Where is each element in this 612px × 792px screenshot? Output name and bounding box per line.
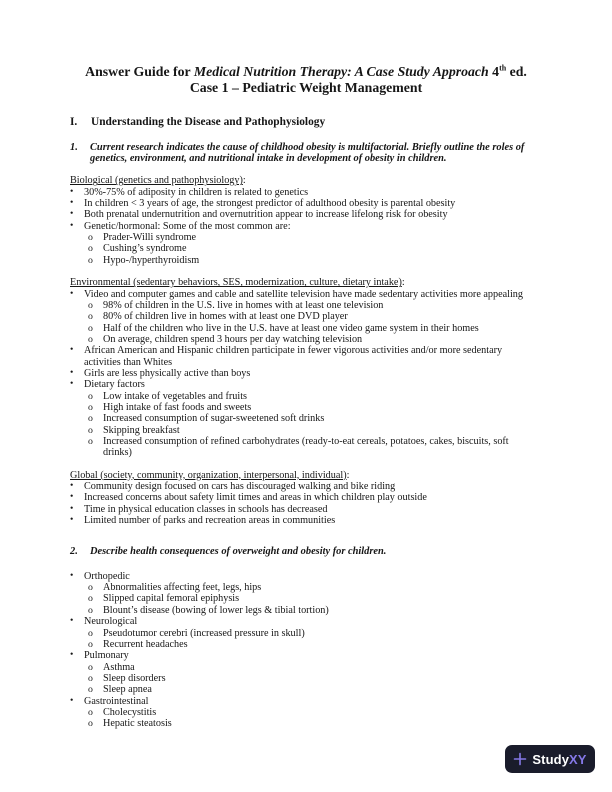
title-edition-number: 4 <box>488 64 500 79</box>
bullet-marker: • <box>70 570 74 581</box>
circle-marker: o <box>88 672 93 684</box>
list-item <box>70 492 542 503</box>
list-item-text: 80% of children live in homes with at least one DVD player <box>103 311 348 323</box>
list-item-text: Sleep disorders <box>103 672 166 684</box>
brand-text <box>532 752 586 767</box>
list-item <box>70 650 542 661</box>
list-item-text: Slipped capital femoral epiphysis <box>103 593 240 605</box>
bullet-marker: • <box>70 198 74 209</box>
bullet-marker: • <box>70 186 74 197</box>
list-item-text: Girls are less physically active than boys <box>84 367 251 379</box>
section-numeral: I. <box>70 115 78 128</box>
bullet-marker: • <box>70 209 74 220</box>
bullet-marker: • <box>70 220 74 231</box>
list-item-text: Low intake of vegetables and fruits <box>103 390 247 402</box>
title-book-name: Medical Nutrition Therapy: A Case Study Approach <box>193 64 489 79</box>
circle-marker: o <box>88 582 93 594</box>
circle-marker: o <box>88 333 93 345</box>
question-text: Describe health consequences of overweight and obesity for children. <box>90 546 387 558</box>
list-item-text: Prader-Willi syndrome <box>103 232 197 244</box>
list-item <box>70 289 542 300</box>
list-item-text: Pulmonary <box>84 650 129 662</box>
circle-marker: o <box>88 254 93 266</box>
list-item <box>88 662 542 673</box>
list-item-text: African American and Hispanic children participate in fewer vigorous activities and/or more sedentary activities than Whites <box>84 345 503 368</box>
title-edition-superscript: th <box>499 63 507 73</box>
list-item <box>70 515 542 526</box>
group-heading: Biological (genetics and pathophysiology): <box>70 175 246 187</box>
studyxy-badge[interactable] <box>505 745 595 773</box>
list-item-text: Video and computer games and cable and satellite television have made sedentary activities more appealing <box>84 288 523 300</box>
list-item-text: Increased concerns about safety limit times and areas in which children play outside <box>84 492 427 504</box>
circle-marker: o <box>88 718 93 730</box>
list-item-text: Both prenatal undernutrition and overnutrition appear to increase lifelong risk for obesity <box>84 209 448 221</box>
answer-group <box>70 470 542 527</box>
list-item <box>70 345 542 368</box>
list-item-text: High intake of fast foods and sweets <box>103 401 252 413</box>
list-item-text: On average, children spend 3 hours per day watching television <box>103 333 363 345</box>
list-item <box>88 425 542 436</box>
list-item-text: Asthma <box>103 661 135 673</box>
list-item <box>88 628 542 639</box>
circle-marker: o <box>88 311 93 323</box>
list-item-text: Neurological <box>84 616 138 628</box>
list-item-text: Limited number of parks and recreation areas in communities <box>84 515 336 527</box>
answer-group <box>70 175 542 266</box>
list-item-text: Hypo-/hyperthyroidism <box>103 254 200 266</box>
list-item-text: Community design focused on cars has discouraged walking and bike riding <box>84 481 396 492</box>
list-item-text: 98% of children in the U.S. live in homes with at least one television <box>103 299 384 311</box>
list-item <box>70 379 542 390</box>
section-heading-text: Understanding the Disease and Pathophysiology <box>91 115 326 128</box>
list-item <box>70 571 542 582</box>
question-number: 1. <box>70 141 78 153</box>
list-item <box>88 673 542 684</box>
list-item-text: Time in physical education classes in schools has decreased <box>84 503 328 515</box>
question-block <box>70 546 542 729</box>
bullet-marker: • <box>70 367 74 378</box>
list-item-text: Hepatic steatosis <box>103 718 172 730</box>
list-item <box>88 707 542 718</box>
list-item <box>88 323 542 334</box>
bullet-marker: • <box>70 650 74 661</box>
list-item <box>70 198 542 209</box>
list-item <box>88 334 542 345</box>
answer-group <box>70 277 542 459</box>
list-item <box>88 255 542 266</box>
circle-marker: o <box>88 638 93 650</box>
bullet-marker: • <box>70 379 74 390</box>
list-item <box>70 187 542 198</box>
list-item <box>88 436 542 459</box>
question-block <box>70 142 542 527</box>
list-item <box>70 221 542 232</box>
list-item-text: Cholecystitis <box>103 706 157 718</box>
list-item <box>70 696 542 707</box>
list-item <box>70 504 542 515</box>
list-item <box>88 413 542 424</box>
list-item <box>88 391 542 402</box>
list-item-text: Recurrent headaches <box>103 638 188 650</box>
group-heading: Global (society, community, organization, interpersonal, individual): <box>70 469 350 481</box>
list-item-text: Dietary factors <box>84 379 145 391</box>
bullet-marker: • <box>70 345 74 356</box>
bullet-marker: • <box>70 616 74 627</box>
circle-marker: o <box>88 435 93 447</box>
circle-marker: o <box>88 661 93 673</box>
list-item-text: In children < 3 years of age, the strongest predictor of adulthood obesity is parental obesity <box>84 198 456 210</box>
question-number: 2. <box>70 546 78 558</box>
list-item-text: Increased consumption of refined carbohydrates (ready-to-eat cereals, potatoes, cakes, biscuits, soft drinks) <box>103 435 509 459</box>
circle-marker: o <box>88 390 93 402</box>
circle-marker: o <box>88 424 93 436</box>
bullet-marker: • <box>70 481 74 491</box>
plus-icon <box>513 752 527 766</box>
list-item <box>88 605 542 616</box>
list-item-text: Sleep apnea <box>103 684 152 696</box>
circle-marker: o <box>88 299 93 311</box>
list-item <box>70 209 542 220</box>
document-title <box>70 64 542 96</box>
list-item <box>88 300 542 311</box>
bullet-marker: • <box>70 515 74 526</box>
bullet-marker: • <box>70 288 74 299</box>
group-heading: Environmental (sedentary behaviors, SES, modernization, culture, dietary intake): <box>70 277 405 289</box>
group-heading-text: Biological (genetics and pathophysiology) <box>70 175 243 187</box>
list-item-text: 30%-75% of adiposity in children is related to genetics <box>84 186 309 198</box>
list-item <box>88 593 542 604</box>
title-edition-suffix: ed. <box>506 64 527 79</box>
list-item <box>88 232 542 243</box>
list-item-text: Skipping breakfast <box>103 424 180 436</box>
brand-study: Study <box>532 751 570 767</box>
circle-marker: o <box>88 243 93 255</box>
list-item <box>88 402 542 413</box>
list-item <box>70 616 542 627</box>
circle-marker: o <box>88 684 93 696</box>
list-item-text: Blount’s disease (bowing of lower legs & tibial tortion) <box>103 604 329 616</box>
question-heading <box>70 546 542 557</box>
group-heading-text: Environmental (sedentary behaviors, SES, modernization, culture, dietary intake) <box>70 277 402 289</box>
title-line-2: Case 1 – Pediatric Weight Management <box>189 79 423 95</box>
section-heading <box>70 116 542 129</box>
question-text: Current research indicates the cause of childhood obesity is multifactorial. Briefly outline the roles of genetics, environment, and nutritional intake in development of obesity in children. <box>90 141 525 164</box>
circle-marker: o <box>88 401 93 413</box>
list-item <box>70 481 542 492</box>
list-item <box>88 582 542 593</box>
bullet-marker: • <box>70 695 74 706</box>
group-heading-text: Global (society, community, organization, interpersonal, individual) <box>70 469 347 481</box>
questions-container <box>70 142 542 730</box>
brand-xy: XY <box>569 751 587 767</box>
circle-marker: o <box>88 706 93 718</box>
circle-marker: o <box>88 593 93 605</box>
circle-marker: o <box>88 232 93 244</box>
list-item <box>88 311 542 322</box>
list-item-text: Gastrointestinal <box>84 695 149 707</box>
circle-marker: o <box>88 627 93 639</box>
list-item-text: Half of the children who live in the U.S. have at least one video game system in their homes <box>103 322 479 334</box>
list-item-text: Genetic/hormonal: Some of the most common are: <box>84 220 291 232</box>
answer-group <box>70 571 542 730</box>
list-item-text: Increased consumption of sugar-sweetened soft drinks <box>103 413 325 425</box>
circle-marker: o <box>88 322 93 334</box>
list-item <box>70 368 542 379</box>
list-item-text: Orthopedic <box>84 570 130 582</box>
bullet-marker: • <box>70 503 74 514</box>
list-item <box>88 639 542 650</box>
circle-marker: o <box>88 413 93 425</box>
list-item <box>88 243 542 254</box>
list-item-text: Cushing’s syndrome <box>103 243 187 255</box>
list-item <box>88 684 542 695</box>
circle-marker: o <box>88 604 93 616</box>
list-item <box>88 718 542 729</box>
list-item-text: Pseudotumor cerebri (increased pressure in skull) <box>103 627 305 639</box>
title-prefix: Answer Guide for <box>85 64 194 79</box>
bullet-marker: • <box>70 492 74 503</box>
list-item-text: Abnormalities affecting feet, legs, hips <box>103 582 262 594</box>
question-heading <box>70 142 542 165</box>
title-line-1 <box>70 64 542 80</box>
